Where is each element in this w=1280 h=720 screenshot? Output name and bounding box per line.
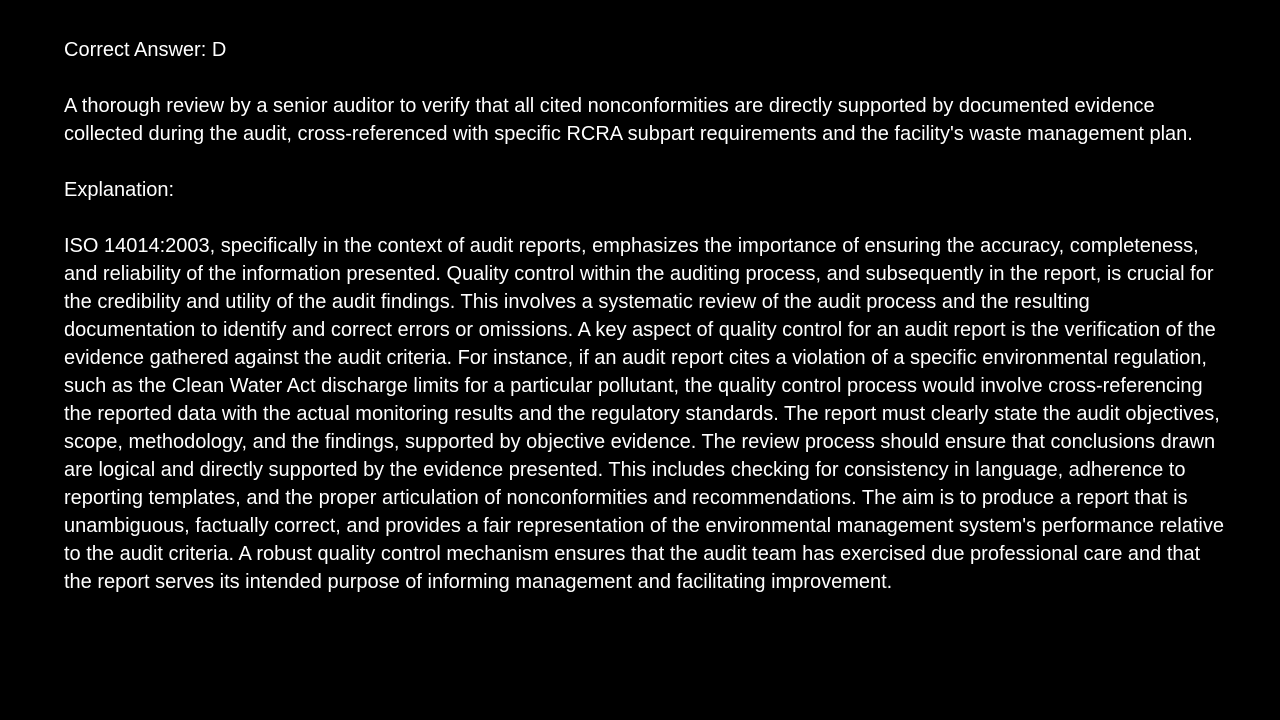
document-content xyxy=(64,36,1224,596)
explanation-heading: Explanation: xyxy=(64,179,175,201)
explanation-body: ISO 14014:2003, specifically in the context of audit reports, emphasizes the importance of ensuring the accuracy, completeness, and reliability of the information presented. Quality control within the auditing process, and subsequently in the report, is crucial for the credibility and utility of the audit findings. This involves a systematic review of the audit process and the resulting documentation to identify and correct errors or omissions. A key aspect of quality control for an audit report is the verification of the evidence gathered against the audit criteria. For instance, if an audit report cites a violation of a specific environmental regulation, such as the Clean Water Act discharge limits for a particular pollutant, the quality control process would involve cross-referencing the reported data with the actual monitoring results and the regulatory standards. The report must clearly state the audit objectives, scope, methodology, and the findings, supported by objective evidence. The review process should ensure that conclusions drawn are logical and directly supported by the evidence presented. This includes checking for consistency in language, adherence to reporting templates, and the proper articulation of nonconformities and recommendations. The aim is to produce a report that is unambiguous, factually correct, and provides a fair representation of the environmental management system's performance relative to the audit criteria. A robust quality control mechanism ensures that the audit team has exercised due professional care and that the report serves its intended purpose of informing management and facilitating improvement. xyxy=(64,235,1224,593)
answer-text: A thorough review by a senior auditor to verify that all cited nonconformities are directly supported by documented evidence collected during the audit, cross-referenced with specific RCRA subpart requirements and the facility's waste management plan. xyxy=(64,95,1193,145)
correct-answer-line: Correct Answer: D xyxy=(64,39,227,61)
